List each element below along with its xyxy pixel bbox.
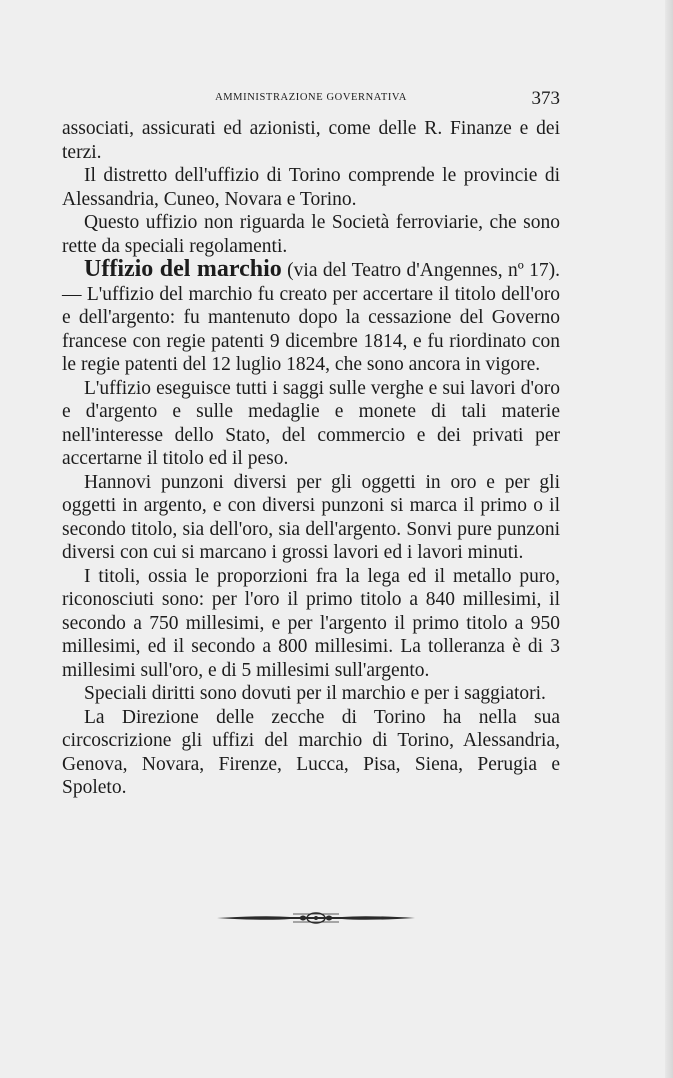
paragraph-continuation: associati, assicurati ed azionisti, come delle R. Finanze e dei terzi. — [62, 118, 560, 163]
paragraph-text: (via del Teatro d'Angennes, nº 17). — L'uffizio del marchio fu creato per accertare il titolo dell'oro e dell'argento: fu mantenuto dopo la cessazione del Governo francese con regie patenti 9 dicembre 1814, e fu riordinato con le regie patenti del 12 luglio 1824, che sono ancora in vigore. — [62, 260, 561, 375]
paragraph: Questo uffizio non riguarda le Società ferroviarie, che sono rette da speciali regolamenti. — [62, 212, 560, 257]
paragraph: L'uffizio eseguisce tutti i saggi sulle verghe e sui lavori d'oro e d'argento e sulle medaglie e monete di tali materie nell'interesse dello Stato, del commercio e dei privati per accertarne il titolo ed il peso. — [62, 377, 560, 469]
paragraph: Hannovi punzoni diversi per gli oggetti in oro e per gli oggetti in argento, e con diversi punzoni si marca il primo o il secondo titolo, sia dell'oro, sia dell'argento. Sonvi pure punzoni diversi con cui si marcano i grossi lavori ed i lavori minuti. — [62, 471, 560, 563]
page-header — [62, 88, 560, 110]
paragraph: La Direzione delle zecche di Torino ha nella sua circoscrizione gli uffizi del marchio di Torino, Alessandria, Genova, Novara, Firenze, Lucca, Pisa, Siena, Perugia e Spoleto. — [62, 706, 560, 798]
body-text — [62, 117, 560, 800]
running-head: AMMINISTRAZIONE GOVERNATIVA — [215, 92, 407, 103]
section-heading: Uffizio del marchio — [84, 256, 282, 282]
ornament-rule-icon — [215, 907, 417, 929]
paragraph: Il distretto dell'uffizio di Torino comprende le provincie di Alessandria, Cuneo, Novara e Torino. — [62, 165, 560, 210]
paragraph: I titoli, ossia le proporzioni fra la lega ed il metallo puro, riconosciuti sono: per l'oro il primo titolo a 840 millesimi, il secondo a 750 millesimi, e per l'argento il primo titolo a 950 millesimi, ed il secondo a 800 millesimi. La tolleranza è di 3 millesimi sull'oro, e di 5 millesimi sull'argento. — [62, 565, 560, 681]
page-edge-shadow — [665, 0, 673, 1078]
page-number: 373 — [531, 88, 560, 109]
paragraph-uffizio-marchio — [62, 258, 560, 377]
paragraph: Speciali diritti sono dovuti per il marchio e per i saggiatori. — [84, 683, 546, 704]
